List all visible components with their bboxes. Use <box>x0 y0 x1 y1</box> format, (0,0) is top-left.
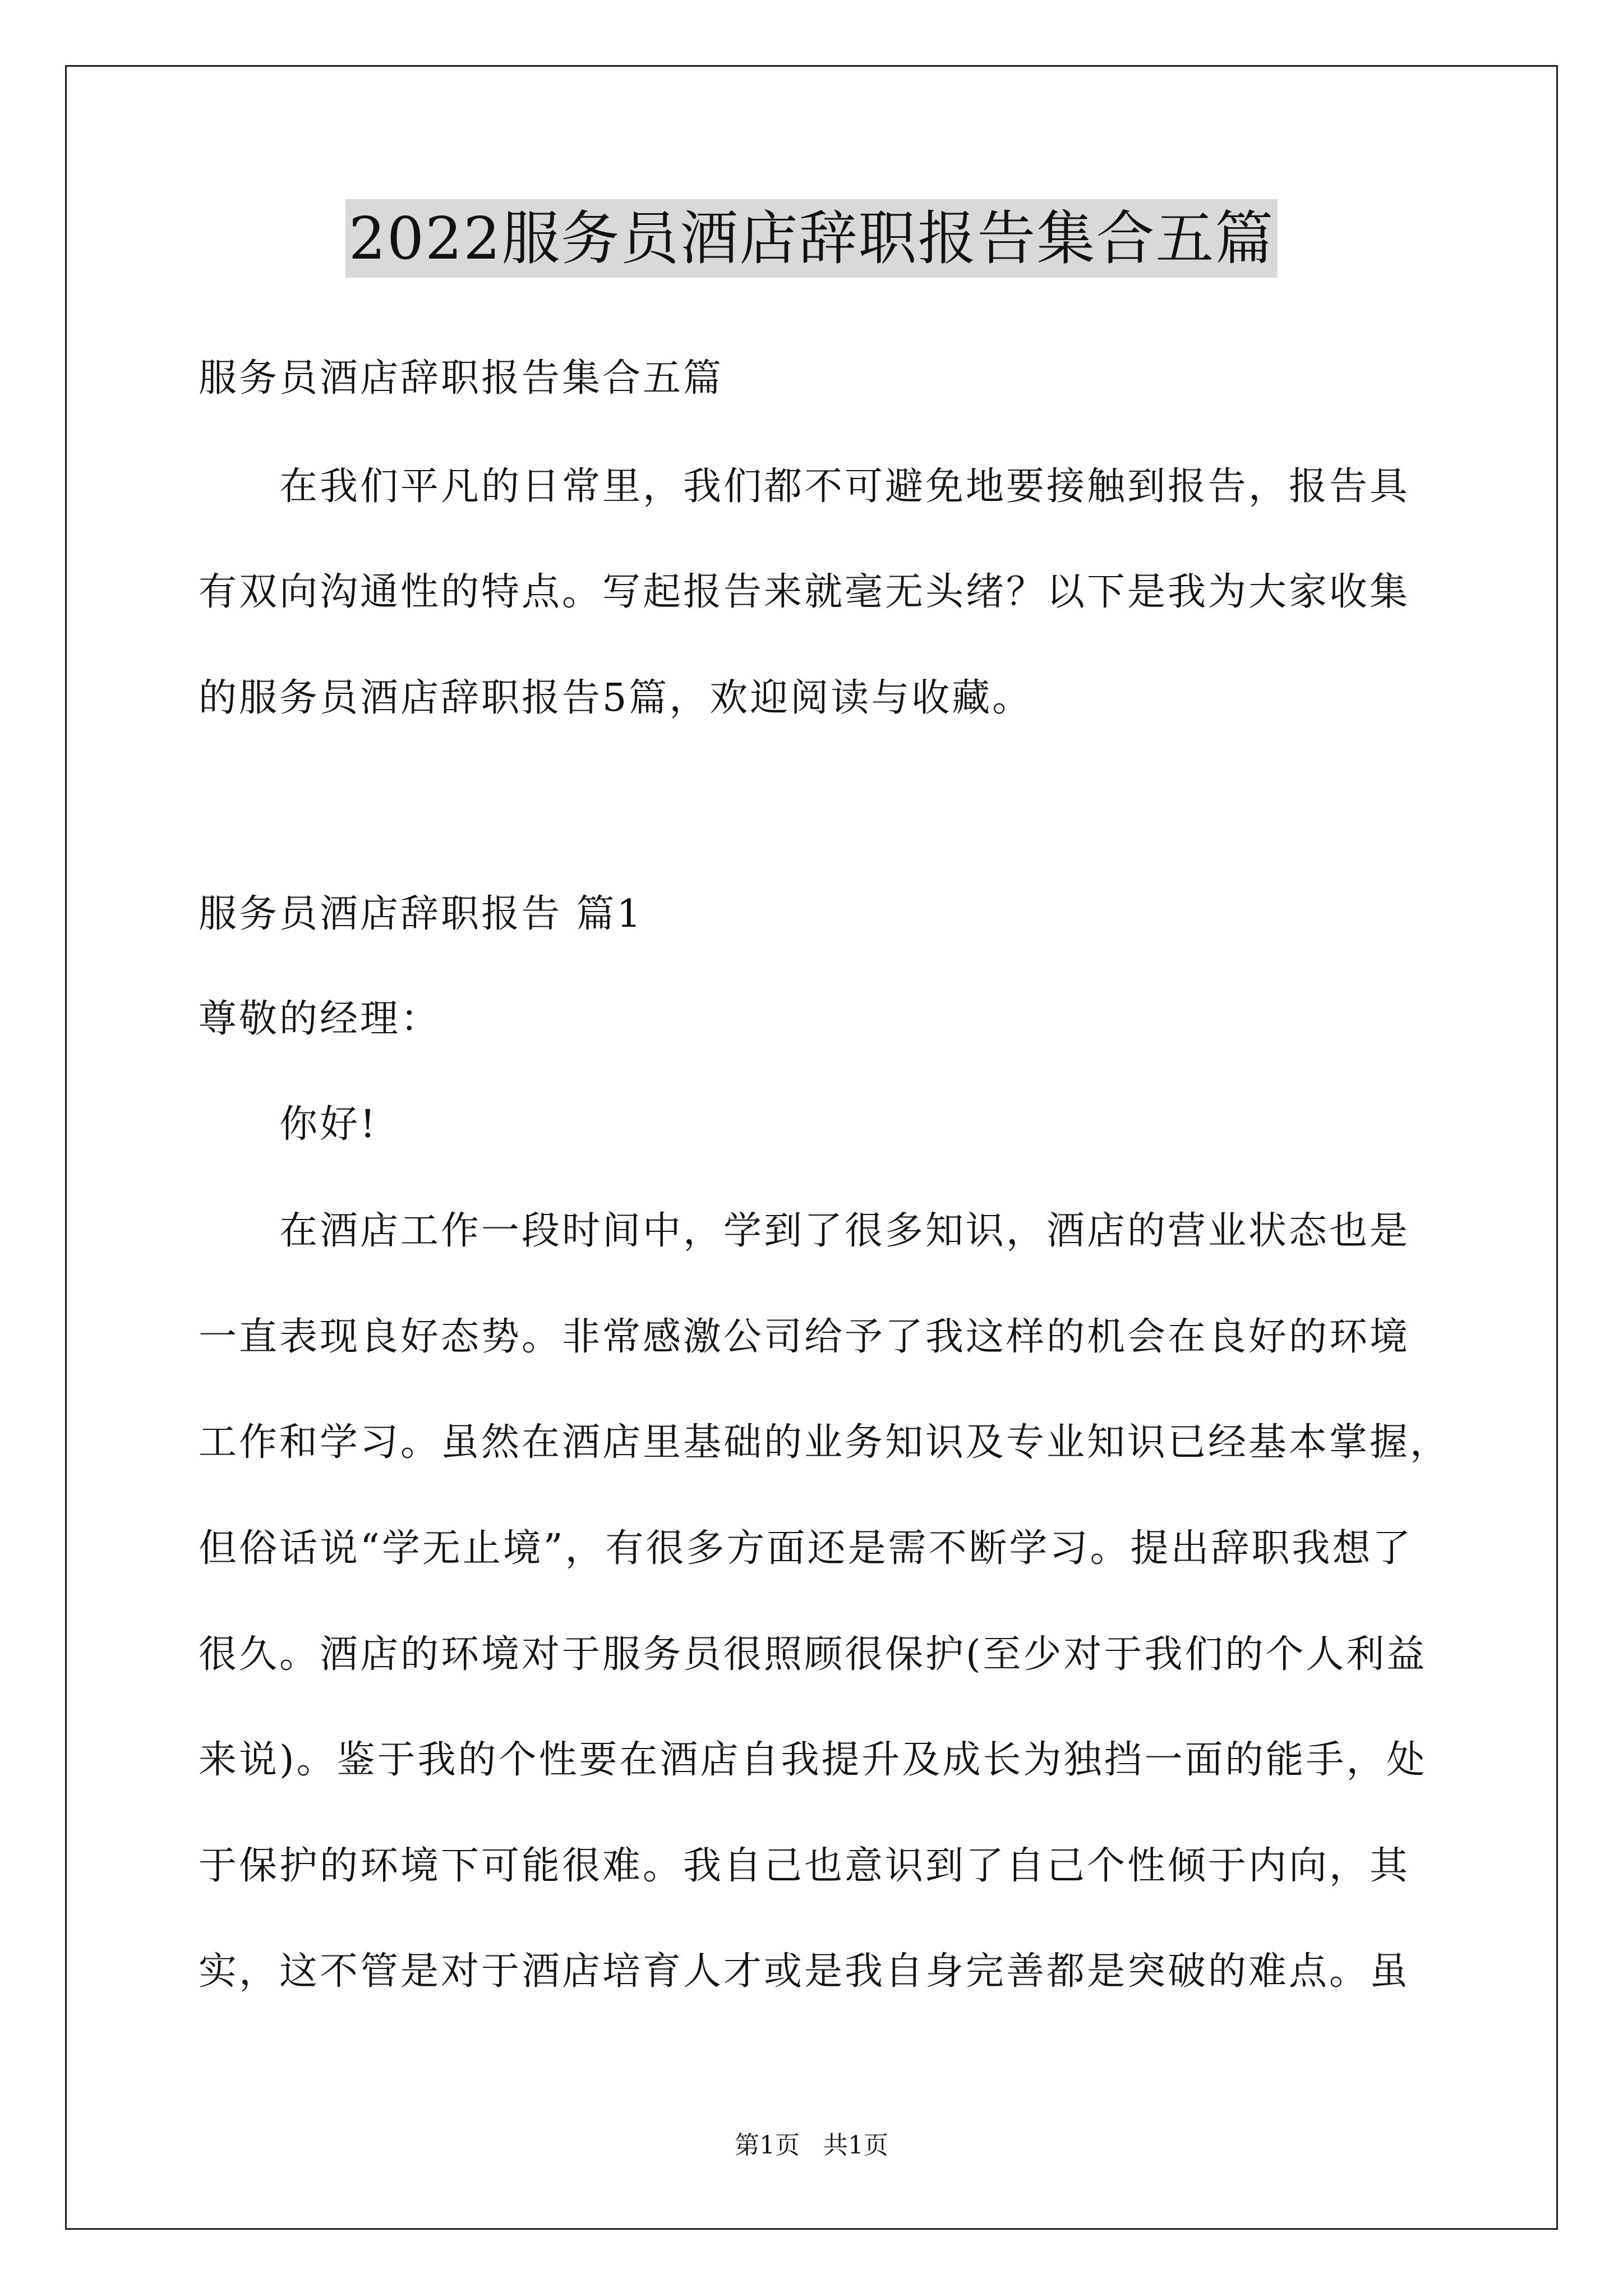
greeting: 你好! <box>279 1102 378 1147</box>
body-line-6: 来说)。鉴于我的个性要在酒店自我提升及成长为独挡一面的能手，处 <box>199 1738 1427 1782</box>
title-container <box>0 199 1623 278</box>
body-line-7: 于保护的环境下可能很难。我自己也意识到了自己个性倾于内向，其 <box>199 1844 1410 1888</box>
intro-line-2: 有双向沟通性的特点。写起报告来就毫无头绪？以下是我为大家收集 <box>199 570 1410 614</box>
salutation: 尊敬的经理： <box>199 997 441 1041</box>
document-title: 2022服务员酒店辞职报告集合五篇 <box>345 199 1278 278</box>
document-subtitle: 服务员酒店辞职报告集合五篇 <box>199 356 724 401</box>
body-line-2: 一直表现良好态势。非常感激公司给予了我这样的机会在良好的环境 <box>199 1315 1410 1359</box>
page-footer: 第1页 共1页 <box>735 2131 888 2160</box>
body-line-4: 但俗话说“学无止境”，有很多方面还是需不断学习。提出辞职我想了 <box>199 1526 1413 1571</box>
body-line-8: 实，这不管是对于酒店培育人才或是我自身完善都是突破的难点。虽 <box>199 1949 1410 1994</box>
body-line-1: 在酒店工作一段时间中，学到了很多知识，酒店的营业状态也是 <box>279 1209 1410 1253</box>
body-line-5: 很久。酒店的环境对于服务员很照顾很保护(至少对于我们的个人利益 <box>199 1632 1427 1677</box>
body-line-3: 工作和学习。虽然在酒店里基础的业务知识及专业知识已经基本掌握， <box>199 1420 1451 1465</box>
section-heading: 服务员酒店辞职报告 篇1 <box>199 892 643 936</box>
intro-line-3: 的服务员酒店辞职报告5篇，欢迎阅读与收藏。 <box>199 676 1033 720</box>
intro-line-1: 在我们平凡的日常里，我们都不可避免地要接触到报告，报告具 <box>279 464 1410 509</box>
